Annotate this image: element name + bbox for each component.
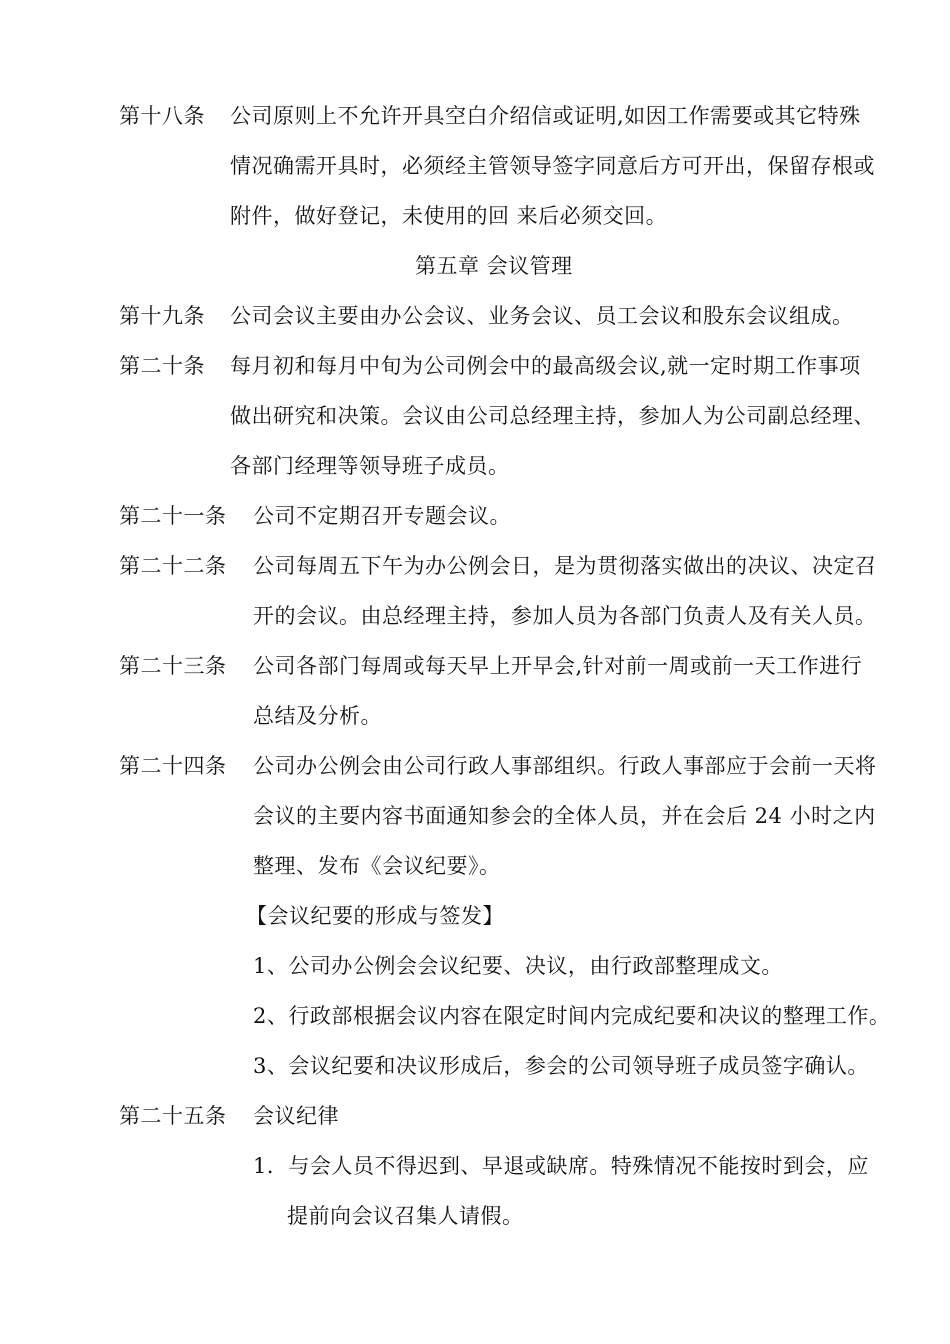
article-23-line-1: 公司各部门每周或每天早上开早会,针对前一周或前一天工作进行 — [253, 654, 863, 678]
article-20-line-1: 每月初和每月中旬为公司例会中的最高级会议,就一定时期工作事项 — [230, 354, 861, 378]
article-22-line-1: 公司每周五下午为办公例会日，是为贯彻落实做出的决议、决定召 — [253, 554, 877, 578]
chapter-title: 第五章 会议管理 — [415, 254, 573, 278]
article-18-line-2: 情况确需开具时，必须经主管领导签字同意后方可开出，保留存根或 — [230, 154, 875, 178]
article-18-line-3: 附件，做好登记，未使用的回 来后必须交回。 — [230, 204, 668, 228]
article-19-line-1: 公司会议主要由办公会议、业务会议、员工会议和股东会议组成。 — [230, 304, 854, 328]
minutes-item-3: 3、会议纪要和决议形成后，参会的公司领导班子成员签字确认。 — [253, 1054, 869, 1078]
article-24-label: 第二十四条 — [119, 754, 227, 778]
minutes-heading: 【会议纪要的形成与签发】 — [246, 904, 504, 928]
article-21-label: 第二十一条 — [119, 504, 227, 528]
article-20-label: 第二十条 — [119, 354, 205, 378]
article-22-label: 第二十二条 — [119, 554, 227, 578]
article-24-line-3: 整理、发布《会议纪要》。 — [253, 854, 501, 878]
article-24-line-2: 会议的主要内容书面通知参会的全体人员，并在会后 24 小时之内 — [253, 804, 876, 828]
article-20-line-3: 各部门经理等领导班子成员。 — [230, 454, 510, 478]
discipline-item-1-line-2: 提前向会议召集人请假。 — [287, 1204, 524, 1228]
article-24-line-1: 公司办公例会由公司行政人事部组织。行政人事部应于会前一天将 — [253, 754, 877, 778]
article-23-label: 第二十三条 — [119, 654, 227, 678]
minutes-item-2: 2、行政部根据会议内容在限定时间内完成纪要和决议的整理工作。 — [253, 1004, 891, 1028]
article-23-line-2: 总结及分析。 — [253, 704, 382, 728]
discipline-item-1-line-1: 1．与会人员不得迟到、早退或缺席。特殊情况不能按时到会，应 — [253, 1154, 869, 1178]
article-25-label: 第二十五条 — [119, 1104, 227, 1128]
article-18-line-1: 公司原则上不允许开具空白介绍信或证明,如因工作需要或其它特殊 — [230, 104, 861, 128]
minutes-item-1: 1、公司办公例会会议纪要、决议，由行政部整理成文。 — [253, 954, 783, 978]
article-25-line-1: 会议纪律 — [253, 1104, 339, 1128]
article-19-label: 第十九条 — [119, 304, 205, 328]
article-22-line-2: 开的会议。由总经理主持，参加人员为各部门负责人及有关人员。 — [253, 604, 877, 628]
article-20-line-2: 做出研究和决策。会议由公司总经理主持，参加人为公司副总经理、 — [230, 404, 875, 428]
article-21-line-1: 公司不定期召开专题会议。 — [253, 504, 511, 528]
article-18-label: 第十八条 — [119, 104, 205, 128]
